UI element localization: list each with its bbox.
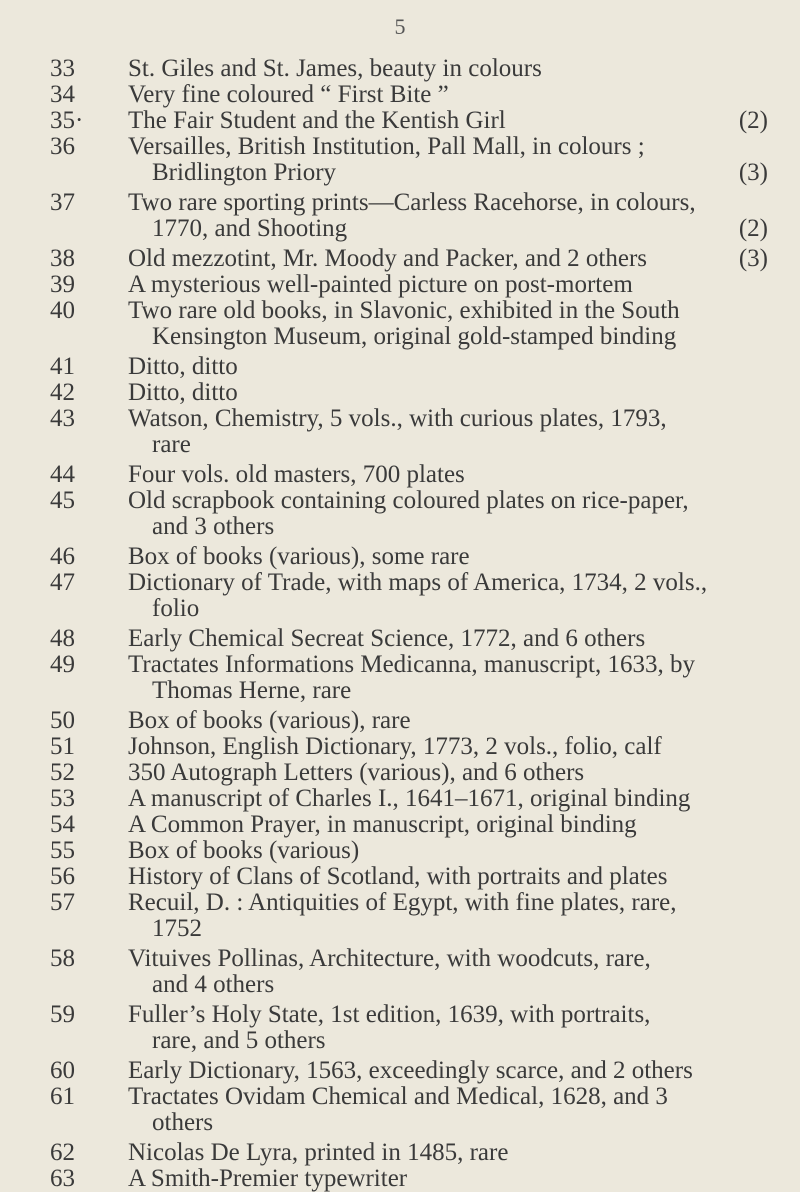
lot-entry: [0, 272, 800, 298]
lot-text: rare: [152, 431, 191, 458]
lot-description: [128, 298, 800, 350]
lot-text: Very fine coloured “ First Bite ”: [128, 81, 449, 108]
lot-text: others: [152, 1109, 214, 1136]
lot-description-line: [128, 1110, 768, 1136]
lot-text: A mysterious well-painted picture on post-mortem: [128, 271, 633, 298]
lot-description-line: [128, 544, 768, 570]
lot-number: 62: [50, 1139, 75, 1166]
lot-entry: [0, 1058, 800, 1084]
lot-description: [128, 380, 800, 406]
lot-description-line: [128, 1002, 768, 1028]
lot-number: 58: [50, 945, 75, 972]
lot-entry: [0, 946, 800, 998]
lot-number: 42: [50, 379, 75, 406]
lot-entry: [0, 108, 800, 134]
lot-number: 40: [50, 297, 75, 324]
lot-description-line: [128, 890, 768, 916]
lot-description-line: [128, 1028, 768, 1054]
lot-text: 1770, and Shooting: [152, 215, 348, 242]
lot-description: [128, 1084, 800, 1136]
lot-description-line: [128, 786, 768, 812]
lot-number: 54: [50, 811, 75, 838]
lot-text: Dictionary of Trade, with maps of America, 1734, 2 vols.,: [128, 569, 708, 596]
lot-description: [128, 1002, 800, 1054]
lot-text: A manuscript of Charles I., 1641–1671, original binding: [128, 785, 691, 812]
lot-entry: [0, 1002, 800, 1054]
lot-list: [0, 56, 800, 1192]
lot-number: 33: [50, 55, 75, 82]
lot-text: Nicolas De Lyra, printed in 1485, rare: [128, 1139, 509, 1166]
lot-entry: [0, 56, 800, 82]
lot-description-line: [128, 812, 768, 838]
page-number: 5: [394, 14, 406, 39]
lot-description: [128, 1058, 800, 1084]
lot-text: Box of books (various), some rare: [128, 543, 470, 570]
lot-text: Early Chemical Secreat Science, 1772, and 6 others: [128, 625, 646, 652]
lot-text: 1752: [152, 915, 202, 942]
lot-description-line: [128, 570, 768, 596]
lot-text: St. Giles and St. James, beauty in colours: [128, 55, 542, 82]
lot-entry: [0, 298, 800, 350]
lot-text: Early Dictionary, 1563, exceedingly scarce, and 2 others: [128, 1057, 693, 1084]
lot-text: rare, and 5 others: [152, 1027, 326, 1054]
lot-description-line: [128, 916, 768, 942]
lot-number: 36: [50, 133, 75, 160]
lot-description: [128, 544, 800, 570]
lot-text: Watson, Chemistry, 5 vols., with curious plates, 1793,: [128, 405, 667, 432]
lot-entry: [0, 406, 800, 458]
lot-number: 52: [50, 759, 75, 786]
lot-description-line: [128, 1084, 768, 1110]
lot-text: Vituives Pollinas, Architecture, with woodcuts, rare,: [128, 945, 651, 972]
lot-description: [128, 1140, 800, 1166]
lot-number: 37: [50, 189, 75, 216]
lot-entry: [0, 838, 800, 864]
lot-text: Old scrapbook containing coloured plates on rice-paper,: [128, 487, 689, 514]
lot-description-line: [128, 108, 768, 134]
lot-description-line: [128, 432, 768, 458]
lot-number: 53: [50, 785, 75, 812]
lot-number: 60: [50, 1057, 75, 1084]
lot-description: [128, 786, 800, 812]
lot-number: 51: [50, 733, 75, 760]
lot-number: 46: [50, 543, 75, 570]
lot-text: Tractates Informations Medicanna, manuscript, 1633, by: [128, 651, 696, 678]
lot-description-line: [128, 380, 768, 406]
lot-number: 55: [50, 837, 75, 864]
lot-entry: [0, 652, 800, 704]
lot-entry: [0, 760, 800, 786]
lot-number: 47: [50, 569, 75, 596]
lot-entry: [0, 380, 800, 406]
lot-text: Tractates Ovidam Chemical and Medical, 1628, and 3: [128, 1083, 668, 1110]
lot-description: [128, 760, 800, 786]
lot-description-line: [128, 272, 768, 298]
lot-description: [128, 354, 800, 380]
lot-description-line: [128, 354, 768, 380]
lot-description-line: [128, 734, 768, 760]
lot-quantity: (3): [738, 159, 768, 186]
lot-text: A Smith-Premier typewriter: [128, 1165, 408, 1192]
lot-description-line: [128, 972, 768, 998]
lot-entry: [0, 734, 800, 760]
lot-description-line: [128, 514, 768, 540]
lot-text: Recuil, D. : Antiquities of Egypt, with fine plates, rare,: [128, 889, 677, 916]
lot-number: 45: [50, 487, 75, 514]
lot-text: Ditto, ditto: [128, 379, 238, 406]
lot-description-line: [128, 324, 768, 350]
lot-text: Fuller’s Holy State, 1st edition, 1639, with portraits,: [128, 1001, 651, 1028]
lot-description: [128, 56, 800, 82]
lot-number: 61: [50, 1083, 75, 1110]
lot-description: [128, 190, 800, 242]
lot-text: Two rare old books, in Slavonic, exhibited in the South: [128, 297, 680, 324]
lot-description-line: [128, 82, 768, 108]
lot-entry: [0, 354, 800, 380]
lot-entry: [0, 890, 800, 942]
lot-description-line: [128, 1140, 768, 1166]
lot-number: 43: [50, 405, 75, 432]
lot-number: 48: [50, 625, 75, 652]
lot-text: Two rare sporting prints—Carless Racehorse, in colours,: [128, 189, 696, 216]
lot-number: 35·: [50, 107, 84, 134]
lot-description: [128, 488, 800, 540]
lot-number: 59: [50, 1001, 75, 1028]
lot-entry: [0, 1084, 800, 1136]
lot-entry: [0, 82, 800, 108]
lot-description-line: [128, 298, 768, 324]
lot-description-line: [128, 134, 768, 160]
lot-description: [128, 1166, 800, 1192]
lot-text: Johnson, English Dictionary, 1773, 2 vols., folio, calf: [128, 733, 662, 760]
lot-entry: [0, 488, 800, 540]
lot-entry: [0, 812, 800, 838]
lot-text: Ditto, ditto: [128, 353, 238, 380]
lot-description-line: [128, 838, 768, 864]
lot-description: [128, 570, 800, 622]
lot-entry: [0, 570, 800, 622]
lot-description-line: [128, 160, 768, 186]
lot-description: [128, 134, 800, 186]
lot-description: [128, 890, 800, 942]
lot-entry: [0, 246, 800, 272]
lot-text: The Fair Student and the Kentish Girl: [128, 107, 506, 134]
lot-text: Kensington Museum, original gold-stamped binding: [152, 323, 677, 350]
lot-description: [128, 626, 800, 652]
lot-text: Bridlington Priory: [152, 159, 337, 186]
lot-text: and 4 others: [152, 971, 275, 998]
lot-text: A Common Prayer, in manuscript, original binding: [128, 811, 637, 838]
lot-description: [128, 946, 800, 998]
lot-description-line: [128, 708, 768, 734]
lot-entry: [0, 190, 800, 242]
lot-description: [128, 462, 800, 488]
lot-entry: [0, 1166, 800, 1192]
lot-description: [128, 406, 800, 458]
lot-description-line: [128, 216, 768, 242]
lot-description-line: [128, 596, 768, 622]
lot-text: folio: [152, 595, 200, 622]
lot-description: [128, 734, 800, 760]
lot-entry: [0, 462, 800, 488]
lot-text: 350 Autograph Letters (various), and 6 others: [128, 759, 585, 786]
lot-number: 57: [50, 889, 75, 916]
lot-text: Old mezzotint, Mr. Moody and Packer, and 2 others: [128, 245, 648, 272]
lot-entry: [0, 134, 800, 186]
lot-description: [128, 864, 800, 890]
lot-description-line: [128, 946, 768, 972]
lot-entry: [0, 544, 800, 570]
lot-description: [128, 652, 800, 704]
lot-entry: [0, 708, 800, 734]
lot-number: 50: [50, 707, 75, 734]
lot-description: [128, 708, 800, 734]
lot-description: [128, 108, 800, 134]
lot-description-line: [128, 760, 768, 786]
lot-description-line: [128, 190, 768, 216]
lot-number: 63: [50, 1165, 75, 1192]
lot-number: 41: [50, 353, 75, 380]
lot-entry: [0, 1140, 800, 1166]
lot-text: and 3 others: [152, 513, 275, 540]
lot-quantity: (2): [738, 215, 768, 242]
lot-text: History of Clans of Scotland, with portraits and plates: [128, 863, 668, 890]
lot-description-line: [128, 1058, 768, 1084]
lot-text: Box of books (various), rare: [128, 707, 411, 734]
lot-description: [128, 82, 800, 108]
lot-description-line: [128, 462, 768, 488]
lot-number: 44: [50, 461, 75, 488]
lot-text: Four vols. old masters, 700 plates: [128, 461, 465, 488]
lot-description-line: [128, 678, 768, 704]
lot-description-line: [128, 864, 768, 890]
lot-description-line: [128, 246, 768, 272]
lot-entry: [0, 626, 800, 652]
lot-number: 49: [50, 651, 75, 678]
lot-description-line: [128, 488, 768, 514]
lot-entry: [0, 786, 800, 812]
lot-quantity: (2): [738, 107, 768, 134]
lot-description-line: [128, 406, 768, 432]
lot-number: 39: [50, 271, 75, 298]
lot-description: [128, 812, 800, 838]
lot-description: [128, 838, 800, 864]
lot-quantity: (3): [738, 245, 768, 272]
lot-description: [128, 246, 800, 272]
lot-number: 56: [50, 863, 75, 890]
lot-number: 38: [50, 245, 75, 272]
lot-description-line: [128, 1166, 768, 1192]
lot-text: Thomas Herne, rare: [152, 677, 352, 704]
lot-description-line: [128, 56, 768, 82]
lot-description-line: [128, 626, 768, 652]
lot-description-line: [128, 652, 768, 678]
lot-text: Box of books (various): [128, 837, 360, 864]
lot-text: Versailles, British Institution, Pall Mall, in colours ;: [128, 133, 645, 160]
lot-number: 34: [50, 81, 75, 108]
lot-description: [128, 272, 800, 298]
lot-entry: [0, 864, 800, 890]
